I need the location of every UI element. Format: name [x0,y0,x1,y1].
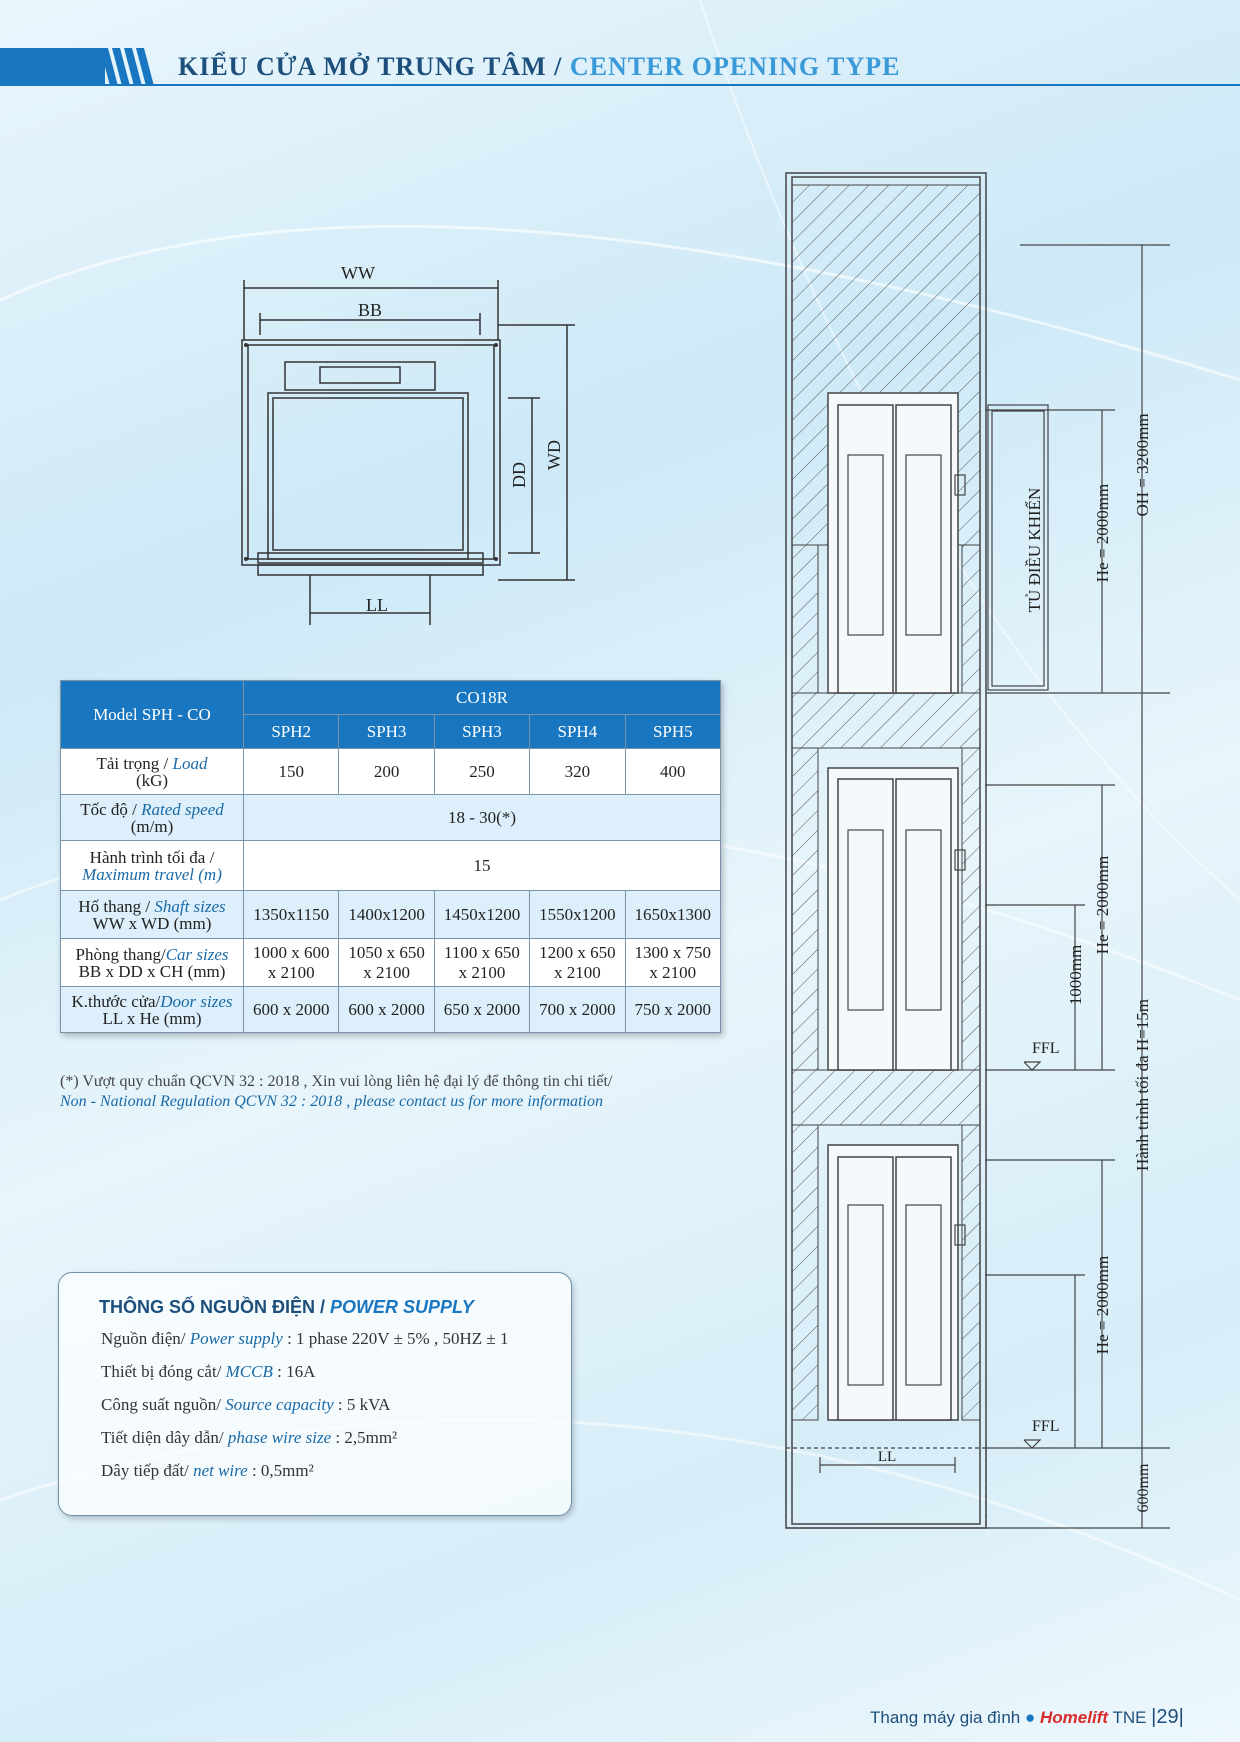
row-label-door: K.thước cửa/Door sizes LL x He (mm) [61,987,244,1033]
footnote-en: Non - National Regulation QCVN 32 : 2018 , please contact us for more information [60,1093,603,1110]
cell: 750 x 2000 [625,987,720,1033]
label-pit: 600mm [1135,1463,1152,1513]
header-line [100,84,1240,86]
label-dd: DD [509,462,529,488]
cell: 1350x1150 [244,891,339,939]
power-row: Thiết bị đóng cắt/ MCCB : 16A [101,1362,316,1381]
model-col: SPH3 [434,715,529,749]
label-ffl-2: FFL [1032,1418,1060,1435]
label-control-cabinet: TỦ ĐIỀU KHIỂN [1025,487,1044,613]
footer-text: Thang máy gia đình [870,1708,1021,1727]
cell: 600 x 2000 [339,987,434,1033]
section-diagram [770,165,1170,1540]
cell: 18 - 30(*) [244,795,721,841]
footnote [60,1072,612,1112]
cell: 650 x 2000 [434,987,529,1033]
title-en: CENTER OPENING TYPE [569,52,901,81]
table-row [61,939,721,987]
cell: 1650x1300 [625,891,720,939]
table-row [61,891,721,939]
model-header: Model SPH - CO [61,681,244,749]
cell: 1450x1200 [434,891,529,939]
cell: 1050 x 650 x 2100 [339,939,434,987]
page-number: |29| [1151,1706,1184,1728]
row-label-shaft: Hố thang / Shaft sizes WW x WD (mm) [61,891,244,939]
bullet-icon: ● [1025,1708,1036,1727]
cell: 1000 x 600 x 2100 [244,939,339,987]
model-col: SPH3 [339,715,434,749]
table-row [61,841,721,891]
power-row: Dây tiếp đất/ net wire : 0,5mm² [101,1461,314,1480]
label-1000mm: 1000mm [1066,944,1085,1006]
cell: 1550x1200 [530,891,625,939]
label-he-3: He = 2000mm [1093,1255,1112,1355]
power-supply-box [58,1272,572,1516]
model-col: SPH5 [625,715,720,749]
footer-tne: TNE [1112,1708,1147,1727]
power-title: THÔNG SỐ NGUỒN ĐIỆN / POWER SUPPLY [99,1297,474,1317]
label-ll: LL [366,595,388,615]
power-row: Công suất nguồn/ Source capacity : 5 kVA [101,1395,391,1414]
plan-diagram [230,255,590,635]
cell: 250 [434,749,529,795]
label-he-2: He = 2000mm [1093,855,1112,955]
table-row [61,987,721,1033]
header-stripes [100,48,160,86]
model-col: SPH2 [244,715,339,749]
cell: 1300 x 750 x 2100 [625,939,720,987]
cell: 1400x1200 [339,891,434,939]
cell: 1200 x 650 x 2100 [530,939,625,987]
label-ll-section: LL [877,1449,897,1465]
power-row: Tiết diện dây dẫn/ phase wire size : 2,5mm² [101,1428,398,1447]
table-row [61,795,721,841]
group-header: CO18R [244,681,721,715]
label-wd: WD [544,440,564,470]
cell: 200 [339,749,434,795]
row-label-speed: Tốc độ / Rated speed (m/m) [61,795,244,841]
cell: 600 x 2000 [244,987,339,1033]
row-label-car: Phòng thang/Car sizes BB x DD x CH (mm) [61,939,244,987]
footnote-vi: (*) Vượt quy chuẩn QCVN 32 : 2018 , Xin vui lòng liên hệ đại lý để thông tin chi tiết/ [60,1073,613,1090]
label-bb: BB [357,300,383,320]
footer-brand: Homelift [1040,1708,1109,1727]
row-label-load: Tải trọng / Load (kG) [61,749,244,795]
cell: 320 [530,749,625,795]
cell: 700 x 2000 [530,987,625,1033]
label-oh: OH = 3200mm [1133,413,1152,517]
model-col: SPH4 [530,715,625,749]
table-row [61,749,721,795]
power-row: Nguồn điện/ Power supply : 1 phase 220V ± 5% , 50HZ ± 1 [101,1329,509,1348]
cell: 15 [244,841,721,891]
label-travel: Hành trình tối đa H=15m [1133,998,1152,1172]
label-ww: WW [341,263,375,283]
header-bar [0,48,105,86]
title-vi: KIỂU CỬA MỞ TRUNG TÂM / [178,52,563,81]
cell: 150 [244,749,339,795]
spec-table [60,680,721,1033]
cell: 1100 x 650 x 2100 [434,939,529,987]
label-he-1: He = 2000mm [1093,483,1112,583]
cell: 400 [625,749,720,795]
label-ffl-1: FFL [1032,1040,1060,1057]
row-label-travel: Hành trình tối đa / Maximum travel (m) [61,841,244,891]
footer [870,1706,1184,1729]
page-title [178,52,900,82]
